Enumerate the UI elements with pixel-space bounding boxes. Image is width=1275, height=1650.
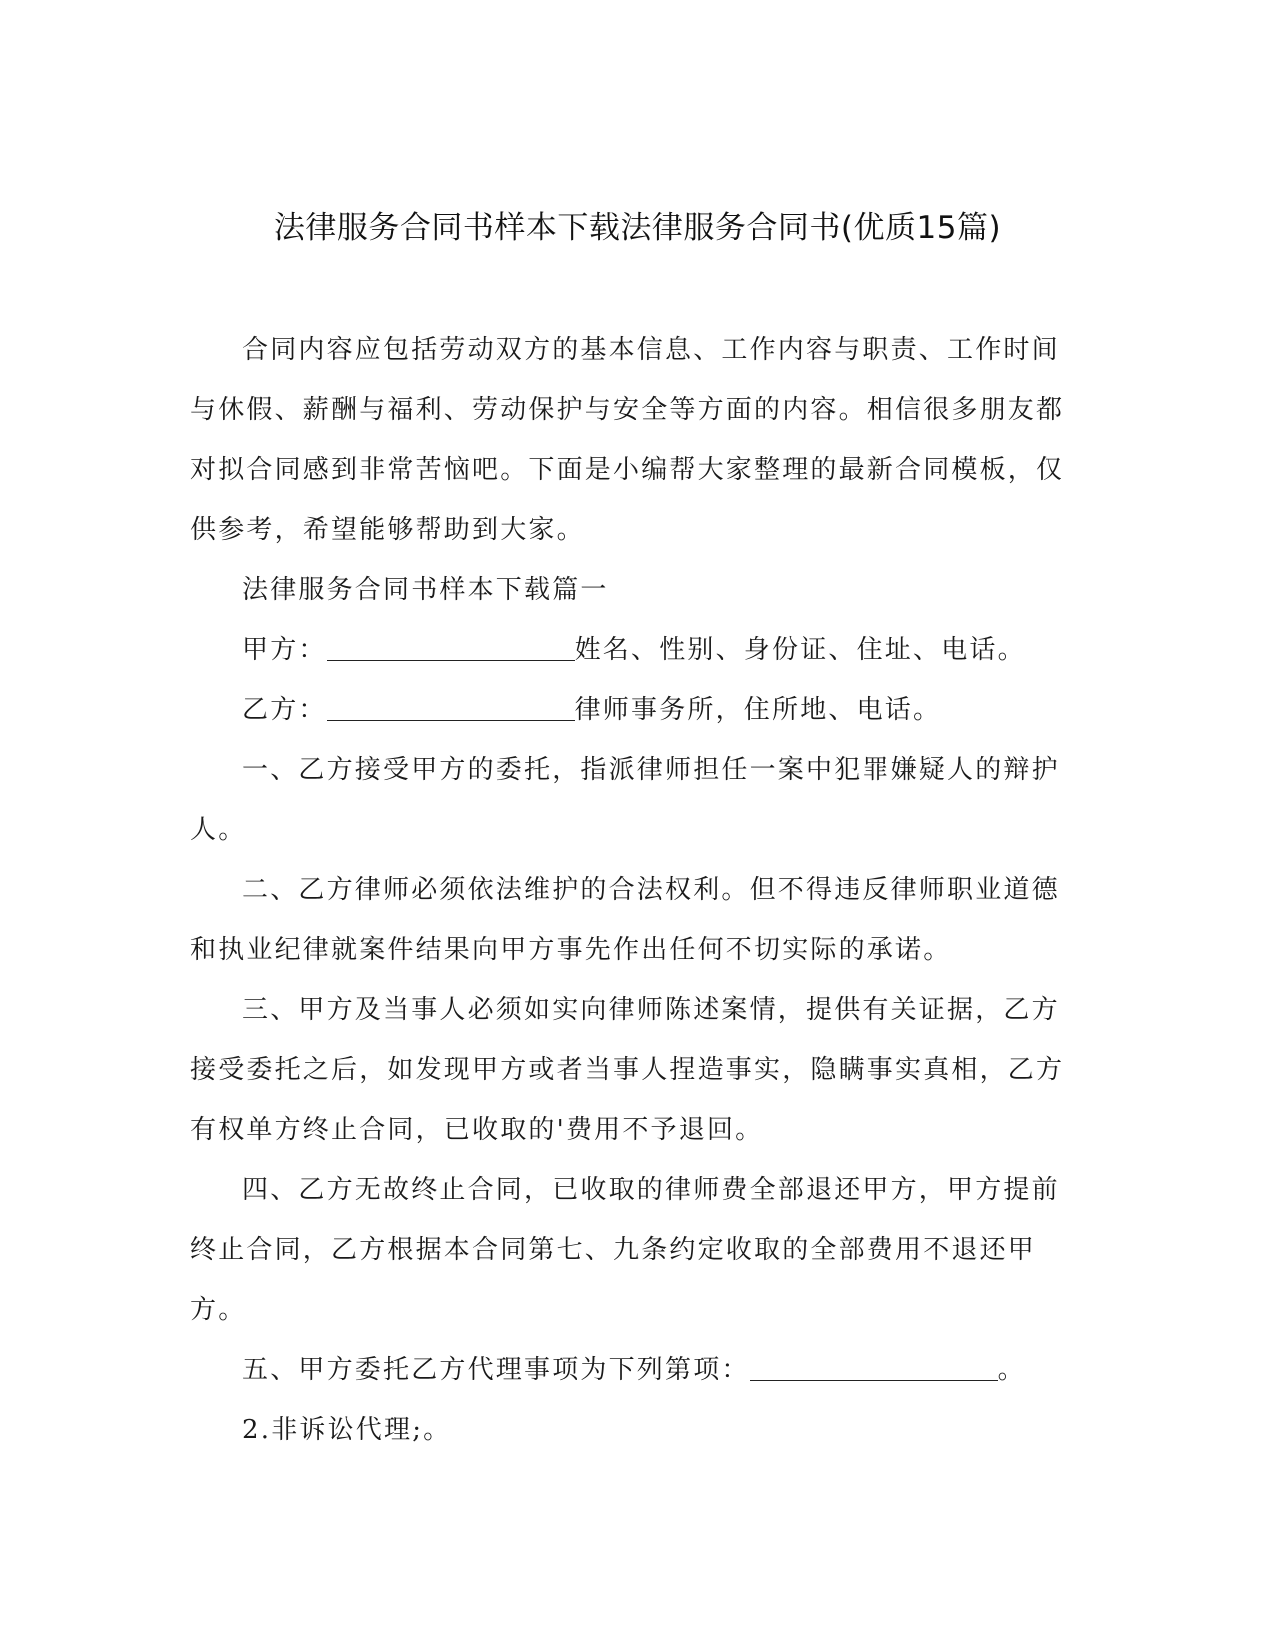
party-b-line (190, 680, 1072, 740)
party-b-blank (327, 694, 575, 721)
section-heading: 法律服务合同书样本下载篇一 (242, 575, 609, 605)
party-a-label: 甲方： (242, 635, 327, 665)
party-b-suffix: 律师事务所，住所地、电话。 (574, 695, 942, 725)
clause-6: 2.非诉讼代理;。 (242, 1415, 452, 1445)
intro-paragraph: 合同内容应包括劳动双方的基本信息、工作内容与职责、工作时间与休假、薪酬与福利、劳动保护与安全等方面的内容。相信很多朋友都对拟合同感到非常苦恼吧。下面是小编帮大家整理的最新合同模板，仅供参考，希望能够帮助到大家。 (190, 335, 1065, 545)
clause-5 (190, 1340, 1072, 1400)
clause-4: 四、乙方无故终止合同，已收取的律师费全部退还甲方，甲方提前终止合同，乙方根据本合同第七、九条约定收取的全部费用不退还甲方。 (190, 1175, 1060, 1325)
party-a-blank (327, 634, 575, 661)
clause-2: 二、乙方律师必须依法维护的合法权利。但不得违反律师职业道德和执业纪律就案件结果向甲方事先作出任何不切实际的承诺。 (190, 875, 1060, 965)
clause-5-blank (750, 1354, 998, 1381)
party-a-line (190, 620, 1072, 680)
clause-5-end: 。 (997, 1355, 1026, 1385)
party-b-label: 乙方： (242, 695, 327, 725)
clause-3: 三、甲方及当事人必须如实向律师陈述案情，提供有关证据，乙方接受委托之后，如发现甲方或者当事人捏造事实，隐瞒事实真相，乙方有权单方终止合同，已收取的'费用不予退回。 (190, 995, 1065, 1145)
clause-1: 一、乙方接受甲方的委托，指派律师担任一案中犯罪嫌疑人的辩护人。 (190, 755, 1060, 845)
document-title: 法律服务合同书样本下载法律服务合同书(优质15篇) (273, 210, 1002, 246)
clause-5-text: 五、甲方委托乙方代理事项为下列第项： (242, 1355, 750, 1385)
document-body (190, 320, 1072, 1460)
party-a-suffix: 姓名、性别、身份证、住址、电话。 (574, 635, 1026, 665)
